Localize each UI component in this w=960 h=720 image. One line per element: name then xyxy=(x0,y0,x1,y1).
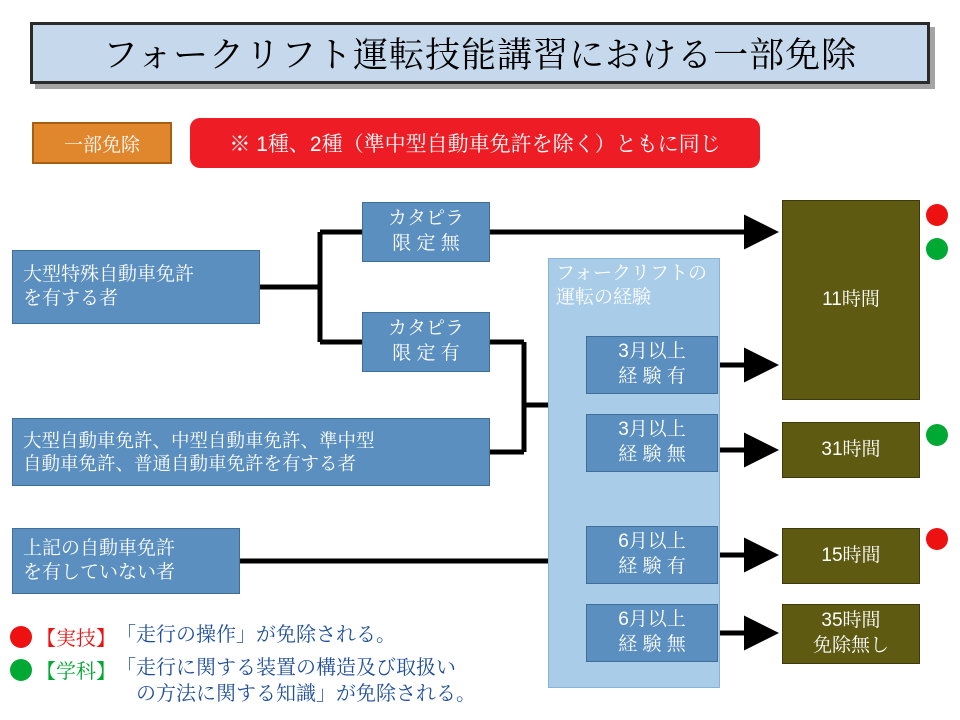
node-oogata-group-line2: 自動車免許、普通自動車免許を有する者 xyxy=(23,453,357,474)
badge-partial-exemption xyxy=(32,122,172,164)
academic-exempt-dot-icon xyxy=(926,238,948,260)
page-title xyxy=(30,22,930,84)
legend-item-academic-text-line1: 「走行に関する装置の構造及び取扱い xyxy=(116,657,456,679)
node-katapira-none-line1: カタピラ xyxy=(387,208,464,230)
legend-item-academic-label: 【学科】 xyxy=(36,661,116,683)
node-oogata-group xyxy=(12,418,490,486)
node-exp-6months-no-line1: 6月以上 xyxy=(618,609,686,631)
badge-partial-exemption-label: 一部免除 xyxy=(63,134,140,156)
node-oogata-tokushu-line2: を有する者 xyxy=(23,288,119,309)
legend-item-academic-text-line2: の方法に関する知識」が免除される。 xyxy=(116,683,476,705)
node-exp-3months-no-line1: 3月以上 xyxy=(618,419,686,441)
result-35-hours-line1: 35時間 xyxy=(821,610,881,632)
node-katapira-limited-line1: カタピラ xyxy=(387,318,464,340)
experience-panel-title-line1: フォークリフトの xyxy=(556,263,708,284)
result-11-hours-label: 11時間 xyxy=(822,288,880,310)
legend xyxy=(10,622,610,711)
node-oogata-tokushu-line1: 大型特殊自動車免許 xyxy=(23,264,195,286)
node-oogata-tokushu xyxy=(12,250,260,324)
legend-item-practical-text: 「走行の操作」が免除される。 xyxy=(116,624,396,646)
node-katapira-limited xyxy=(362,312,490,372)
practical-exempt-dot-icon xyxy=(926,204,948,226)
experience-panel-title-line2: 運転の経験 xyxy=(556,286,652,308)
node-exp-6months-yes xyxy=(586,526,718,584)
experience-panel-title xyxy=(556,262,716,310)
node-no-license xyxy=(12,528,240,594)
legend-red-dot-icon xyxy=(10,626,32,648)
legend-item-academic xyxy=(10,655,610,707)
node-exp-6months-yes-line2: 経 験 有 xyxy=(618,556,686,577)
node-no-license-line2: を有していない者 xyxy=(23,562,176,583)
legend-green-dot-icon xyxy=(10,659,32,681)
academic-exempt-dot-icon xyxy=(926,424,948,446)
legend-item-practical xyxy=(10,622,610,651)
note-banner xyxy=(190,118,760,168)
node-katapira-none-line2: 限 定 無 xyxy=(392,233,460,254)
practical-exempt-dot-icon xyxy=(926,528,948,550)
result-15-hours-label: 15時間 xyxy=(821,544,881,566)
node-no-license-line1: 上記の自動車免許 xyxy=(23,538,176,560)
result-31-hours-label: 31時間 xyxy=(821,438,881,460)
result-15-hours xyxy=(782,528,920,584)
node-exp-3months-yes-line2: 経 験 有 xyxy=(618,366,686,387)
page-title-text: フォークリフト運転技能講習における一部免除 xyxy=(102,36,858,75)
node-oogata-group-line1: 大型自動車免許、中型自動車免許、準中型 xyxy=(23,429,375,451)
node-exp-6months-no-line2: 経 験 無 xyxy=(618,634,686,655)
node-exp-3months-yes xyxy=(586,336,718,394)
result-35-hours-line2: 免除無し xyxy=(812,635,889,656)
node-exp-3months-no-line2: 経 験 無 xyxy=(618,444,686,465)
node-katapira-limited-line2: 限 定 有 xyxy=(392,343,460,364)
legend-item-practical-label: 【実技】 xyxy=(36,628,116,650)
note-banner-text: ※ 1種、2種（準中型自動車免許を除く）ともに同じ xyxy=(229,133,721,156)
node-exp-3months-yes-line1: 3月以上 xyxy=(618,341,686,363)
result-11-hours xyxy=(782,200,920,400)
node-katapira-none xyxy=(362,202,490,262)
result-31-hours xyxy=(782,422,920,478)
node-exp-6months-yes-line1: 6月以上 xyxy=(618,531,686,553)
node-exp-3months-no xyxy=(586,414,718,472)
result-35-hours xyxy=(782,604,920,664)
